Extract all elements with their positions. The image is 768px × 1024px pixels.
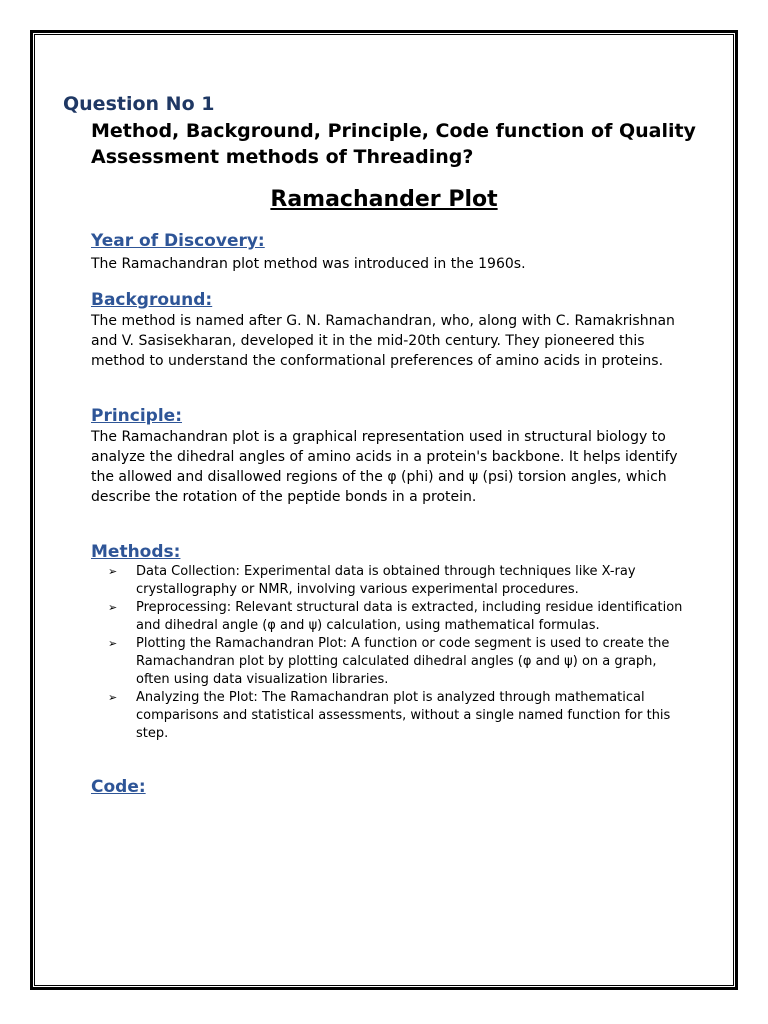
list-item	[108, 563, 688, 599]
list-item	[108, 599, 688, 635]
page-border-inner	[34, 34, 734, 986]
list-item	[108, 635, 688, 689]
page-title: Ramachander Plot	[270, 187, 498, 212]
methods-list	[108, 563, 688, 743]
method-item-text: Data Collection: Experimental data is obtained through techniques like X-ray crystallography or NMR, involving various experimental procedures.	[136, 564, 636, 597]
section-heading-code: Code:	[91, 777, 146, 797]
arrow-bullet-icon: ➢	[108, 601, 118, 614]
question-label: Question No 1	[63, 93, 215, 115]
section-heading-year: Year of Discovery:	[91, 231, 265, 251]
question-text: Method, Background, Principle, Code function of Quality Assessment methods of Threading?	[91, 120, 696, 168]
method-item-text: Preprocessing: Relevant structural data is extracted, including residue identification and dihedral angle (φ and ψ) calculation, using mathematical formulas.	[136, 600, 683, 633]
method-item-text: Analyzing the Plot: The Ramachandran plot is analyzed through mathematical comparisons and statistical assessments, without a single named function for this step.	[136, 690, 671, 741]
section-heading-principle: Principle:	[91, 406, 183, 426]
arrow-bullet-icon: ➢	[108, 691, 118, 704]
arrow-bullet-icon: ➢	[108, 637, 118, 650]
section-body-background: The method is named after G. N. Ramachandran, who, along with C. Ramakrishnan and V. Sasisekharan, developed it in the mid-20th century. They pioneered this method to understand the conformational preferences of amino acids in proteins.	[91, 313, 675, 369]
list-item	[108, 689, 688, 743]
section-body-principle: The Ramachandran plot is a graphical representation used in structural biology to analyze the dihedral angles of amino acids in a protein's backbone. It helps identify the allowed and disallowed regions of the φ (phi) and ψ (psi) torsion angles, which describe the rotation of the peptide bonds in a protein.	[91, 429, 678, 505]
section-heading-background: Background:	[91, 290, 213, 310]
method-item-text: Plotting the Ramachandran Plot: A function or code segment is used to create the Ramachandran plot by plotting calculated dihedral angles (φ and ψ) on a graph, often using data visualization libraries.	[136, 636, 670, 687]
section-heading-methods: Methods:	[91, 542, 181, 562]
section-body-year: The Ramachandran plot method was introduced in the 1960s.	[91, 256, 526, 272]
arrow-bullet-icon: ➢	[108, 565, 118, 578]
